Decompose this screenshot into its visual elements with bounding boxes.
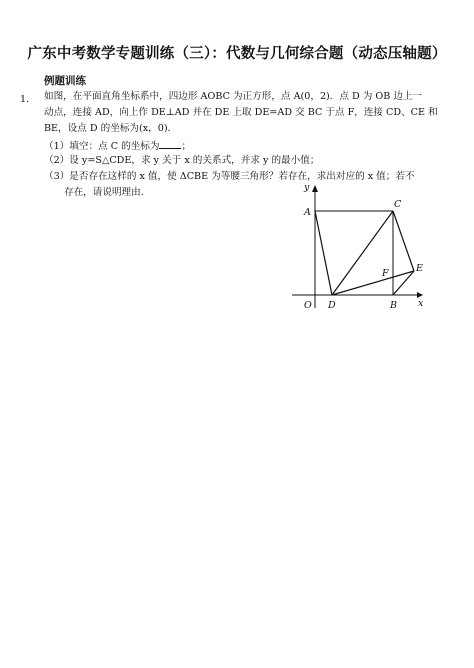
question-line-2: 动点，连接 AD，向上作 DE⊥AD 并在 DE 上取 DE=AD 交 BC 于点 F，连接 CD、CE 和 — [44, 107, 438, 118]
label-C: C — [394, 199, 402, 210]
question-part-3-cont: 存在，请说明理由． — [64, 187, 151, 198]
label-F: F — [382, 268, 389, 279]
label-D: D — [328, 300, 336, 311]
page-title: 广东中考数学专题训练（三）：代数与几何综合题（动态压轴题） — [27, 46, 447, 62]
question-part-1 — [44, 139, 191, 153]
segment-CE — [393, 211, 414, 271]
geometry-figure — [292, 180, 432, 320]
part-1-suffix: ； — [181, 141, 192, 152]
question-line-3: BE，设点 D 的坐标为(x，0)． — [44, 123, 178, 134]
question-part-2: （2）设 y=S△CDE，求 y 关于 x 的关系式，并求 y 的最小值； — [44, 155, 320, 166]
label-E: E — [416, 263, 423, 274]
question-number: 1． — [20, 94, 36, 105]
segment-AD — [315, 211, 332, 295]
answer-blank — [159, 139, 181, 149]
segment-CD — [332, 211, 393, 295]
label-x: x — [418, 298, 424, 309]
segment-DE — [332, 271, 414, 295]
label-A: A — [304, 207, 311, 218]
part-1-text: （1）填空：点 C 的坐标为 — [44, 141, 160, 152]
y-axis-arrow — [312, 185, 318, 192]
question-line-1: 如图，在平面直角坐标系中，四边形 AOBC 为正方形，点 A(0，2)．点 D 为 OB 边上一 — [44, 91, 423, 102]
label-y: y — [304, 182, 310, 193]
label-B: B — [390, 300, 397, 311]
label-O: O — [304, 300, 312, 311]
section-heading: 例题训练 — [44, 75, 86, 87]
question-part-3: （3）是否存在这样的 x 值，使 ΔCBE 为等腰三角形？若存在，求出对应的 x 值；若不 — [44, 171, 415, 182]
